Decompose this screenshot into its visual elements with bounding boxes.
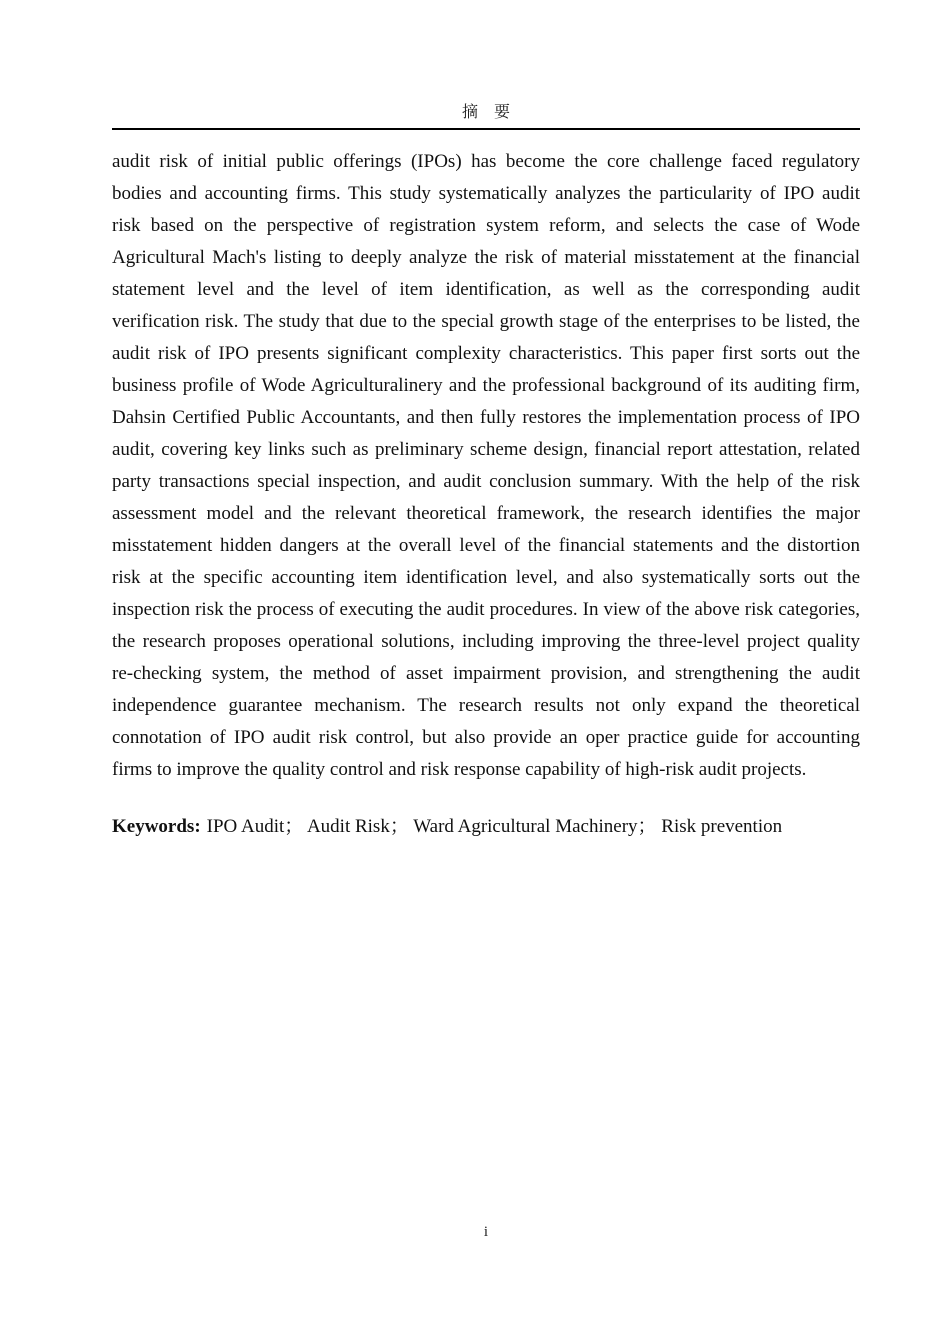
keywords-text: IPO Audit； Audit Risk； Ward Agricultural Machinery； Risk prevention — [206, 816, 783, 837]
abstract-line: misstatement hidden dangers at the overall level of the financial statements and the distortion — [112, 535, 860, 556]
abstract-line: party transactions special inspection, and audit conclusion summary. With the help of the risk — [112, 471, 860, 492]
abstract-line: independence guarantee mechanism. The research results not only expand the theoretical — [112, 695, 860, 716]
abstract-line: business profile of Wode Agriculturalinery and the professional background of its auditing firm, — [112, 375, 860, 396]
abstract-line: verification risk. The study that due to the special growth stage of the enterprises to be listed, the — [112, 311, 860, 332]
abstract-line: Dahsin Certified Public Accountants, and then fully restores the implementation process of IPO — [112, 407, 860, 428]
abstract-line: bodies and accounting firms. This study systematically analyzes the particularity of IPO audit — [112, 183, 860, 204]
abstract-line: Agricultural Mach's listing to deeply analyze the risk of material misstatement at the financial — [112, 247, 860, 268]
abstract-line: risk at the specific accounting item identification level, and also systematically sorts out the — [112, 567, 860, 588]
abstract-line: re-checking system, the method of asset impairment provision, and strengthening the audit — [112, 663, 860, 684]
abstract-line: audit, covering key links such as preliminary scheme design, financial report attestation, related — [112, 439, 860, 460]
abstract-line: risk based on the perspective of registration system reform, and selects the case of Wode — [112, 215, 860, 236]
abstract-line: the research proposes operational solutions, including improving the three-level project quality — [112, 631, 860, 652]
abstract-line: assessment model and the relevant theoretical framework, the research identifies the major — [112, 503, 860, 524]
abstract-paragraph — [112, 146, 860, 786]
abstract-line: audit risk of IPO presents significant complexity characteristics. This paper first sorts out the — [112, 343, 860, 364]
abstract-line: audit risk of initial public offerings (IPOs) has become the core challenge faced regulatory — [112, 151, 860, 172]
abstract-line: statement level and the level of item identification, as well as the corresponding audit — [112, 279, 860, 300]
keywords-line — [112, 811, 860, 843]
abstract-line: inspection risk the process of executing the audit procedures. In view of the above risk categories, — [112, 599, 860, 620]
page-number: i — [483, 1224, 489, 1240]
abstract-line: connotation of IPO audit risk control, but also provide an oper practice guide for accounting — [112, 727, 860, 748]
header-divider — [112, 128, 860, 130]
page-title: 摘 要 — [461, 104, 510, 121]
keywords-label: Keywords: — [112, 816, 201, 837]
abstract-line: firms to improve the quality control and risk response capability of high-risk audit projects. — [112, 759, 807, 780]
